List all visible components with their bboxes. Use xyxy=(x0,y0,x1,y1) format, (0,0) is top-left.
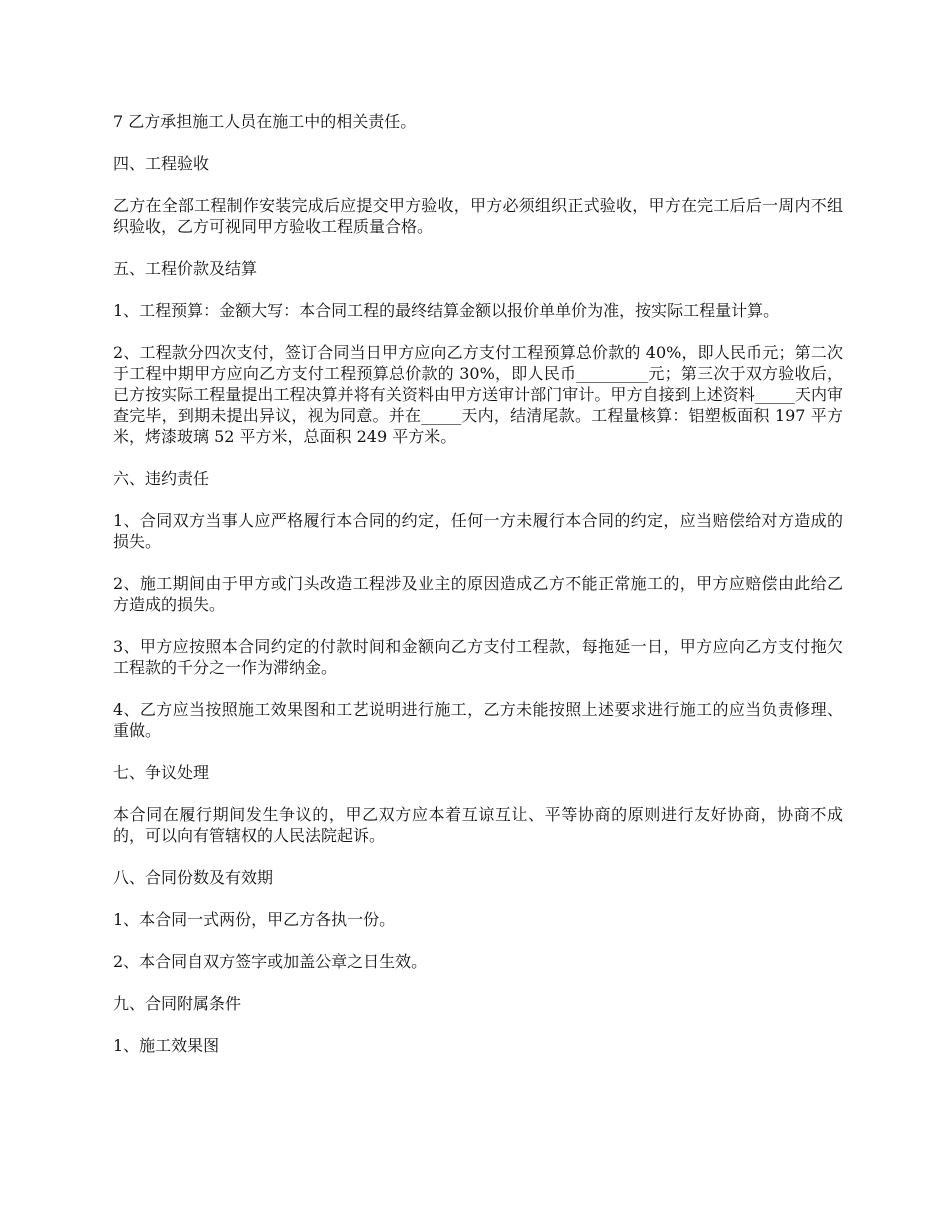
attachment-item-1: 1、施工效果图 xyxy=(113,1036,220,1055)
acceptance-clause: 乙方在全部工程制作安装完成后应提交甲方验收，甲方必须组织正式验收，甲方在完工后后一周内不组织验收，乙方可视同甲方验收工程质量合格。 xyxy=(113,196,843,236)
liability-clause-2: 2、施工期间由于甲方或门头改造工程涉及业主的原因造成乙方不能正常施工的，甲方应赔偿由此给乙方造成的损失。 xyxy=(113,574,843,614)
liability-clause-1: 1、合同双方当事人应严格履行本合同的约定，任何一方未履行本合同的约定，应当赔偿给对方造成的损失。 xyxy=(113,511,843,551)
liability-clause-3: 3、甲方应按照本合同约定的付款时间和金额向乙方支付工程款，每拖延一日，甲方应向乙方支付拖欠工程款的千分之一作为滞纳金。 xyxy=(113,637,843,677)
clause-item-7: 7 乙方承担施工人员在施工中的相关责任。 xyxy=(113,112,417,131)
dispute-clause: 本合同在履行期间发生争议的，甲乙双方应本着互谅互让、平等协商的原则进行友好协商，协商不成的，可以向有管辖权的人民法院起诉。 xyxy=(113,805,843,845)
section-heading-copies-validity: 八、合同份数及有效期 xyxy=(113,868,274,887)
payment-clause: 2、工程款分四次支付，签订合同当日甲方应向乙方支付工程预算总价款的 40%，即人民币元；第二次于工程中期甲方应向乙方支付工程预算总价款的 30%，即人民币_________元；第三次于双方验收后，已方按实际工程量提出工程决算并将有关资料由甲方送审计部门审计。甲方自接到上述资料_____天内审查完毕，到期未提出异议，视为同意。并在_____天内，结清尾款。工程量核算：铝塑板面积 197 平方米，烤漆玻璃 52 平方米，总面积 249 平方米。 xyxy=(113,343,843,446)
section-heading-price-settlement: 五、工程价款及结算 xyxy=(113,259,258,278)
section-heading-acceptance: 四、工程验收 xyxy=(113,154,210,173)
section-heading-liability: 六、违约责任 xyxy=(113,469,210,488)
liability-clause-4: 4、乙方应当按照施工效果图和工艺说明进行施工，乙方未能按照上述要求进行施工的应当负责修理、重做。 xyxy=(113,700,843,740)
budget-clause: 1、工程预算：金额大写：本合同工程的最终结算金额以报价单单价为准，按实际工程量计算。 xyxy=(113,301,780,320)
copies-clause: 1、本合同一式两份，甲乙方各执一份。 xyxy=(113,910,396,929)
section-heading-attachments: 九、合同附属条件 xyxy=(113,994,242,1013)
section-heading-dispute: 七、争议处理 xyxy=(113,763,210,782)
validity-clause: 2、本合同自双方签字或加盖公章之日生效。 xyxy=(113,952,428,971)
document-body xyxy=(113,111,843,1077)
